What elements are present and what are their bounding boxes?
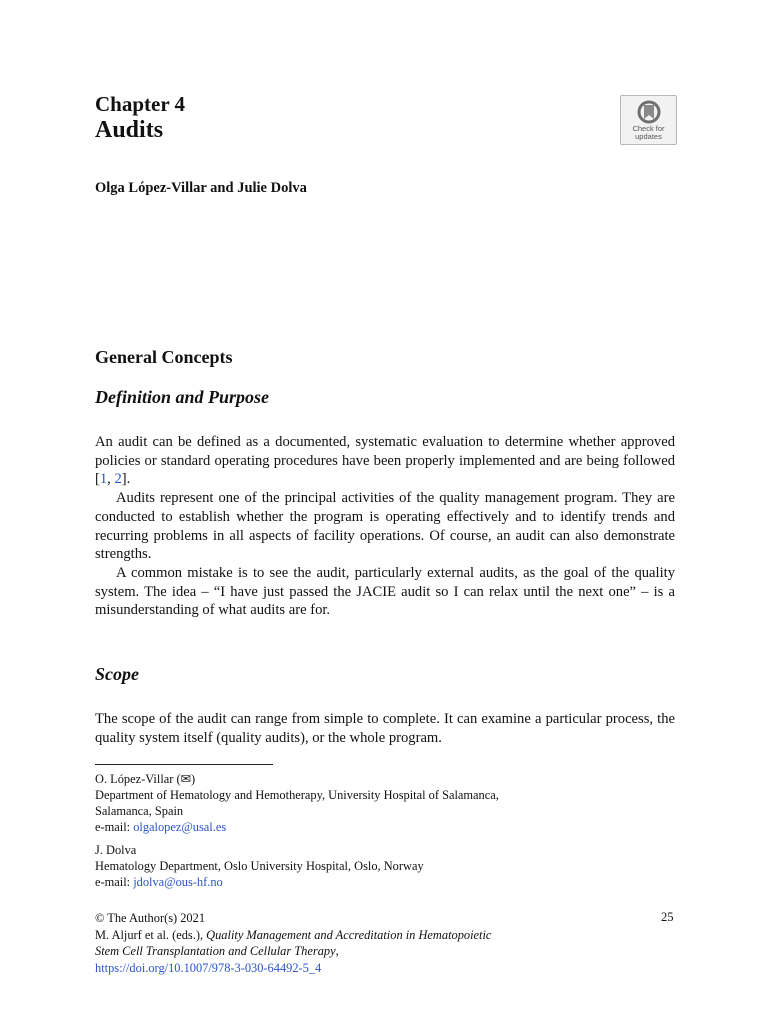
paragraph-1-text: An audit can be defined as a documented, systematic evaluation to determine whether approved policies or standard operating procedures have been properly implemented and are being followed [ [95, 434, 675, 488]
subsection-heading-scope: Scope [95, 664, 139, 684]
subsection-heading-definition: Definition and Purpose [95, 387, 270, 407]
citation-block [95, 910, 491, 976]
paragraph-2: Audits represent one of the principal activities of the quality management program. They are conducted to establish whether the program is operating effectively and to identify trends and recurring problems in all aspects of facility operations. Of course, an audit can also demonstrate strengths. [95, 490, 675, 563]
author-2-email-line [95, 874, 424, 890]
scope-body [95, 710, 675, 747]
badge-line-1: Check for [632, 124, 665, 133]
definition-body [95, 433, 675, 620]
author-2-name: J. Dolva [95, 843, 137, 857]
editors-text: M. Aljurf et al. (eds.), [95, 927, 207, 942]
chapter-title: Audits [95, 117, 164, 143]
author-1-email-label: e-mail: [95, 820, 134, 834]
author-1-name: O. López-Villar (✉) [95, 772, 196, 786]
paragraph-3: A common mistake is to see the audit, particularly external audits, as the goal of the quality system. The idea – “I have just passed the JACIE audit so I can relax until the next one” – is a misunderstanding of what audits are for. [95, 564, 675, 619]
book-title-line-2 [95, 943, 491, 960]
author-1-email-link[interactable]: olgalopez@usal.es [133, 820, 227, 834]
ref-separator: , [107, 471, 115, 488]
book-title-part-2: Stem Cell Transplantation and Cellular Therapy [95, 944, 336, 959]
check-for-updates-badge[interactable] [620, 95, 677, 145]
reference-link-2[interactable]: 2 [114, 471, 122, 488]
paragraph-4: The scope of the audit can range from simple to complete. It can examine a particular process, the quality system itself (quality audits), or the whole program. [95, 711, 675, 746]
author-2-email-link[interactable]: jdolva@ous-hf.no [133, 875, 223, 889]
footnote-divider [95, 764, 273, 765]
doi-line [95, 960, 491, 977]
author-2-email-label: e-mail: [95, 875, 134, 889]
copyright-line: © The Author(s) 2021 [95, 911, 206, 925]
author-1-city: Salamanca, Spain [95, 804, 184, 818]
author-2-department: Hematology Department, Oslo University Hospital, Oslo, Norway [95, 859, 424, 873]
paragraph-1-end: ]. [121, 471, 131, 488]
editors-line [95, 927, 491, 944]
book-title-comma: , [335, 944, 339, 959]
author-1-footnote [95, 771, 499, 835]
reference-link-1[interactable]: 1 [99, 471, 108, 488]
book-title-part-1: Quality Management and Accreditation in Hematopoietic [206, 927, 492, 942]
chapter-number: Chapter 4 [95, 92, 186, 116]
paragraph-1 [95, 433, 675, 489]
doi-link[interactable]: https://doi.org/10.1007/978-3-030-64492-5_4 [95, 960, 322, 975]
author-1-department: Department of Hematology and Hemotherapy, University Hospital of Salamanca, [95, 788, 499, 802]
page-number: 25 [661, 910, 674, 924]
bookmark-ring-icon [635, 100, 663, 124]
badge-label [621, 125, 676, 141]
author-1-email-line [95, 819, 499, 835]
badge-line-2: updates [635, 132, 662, 141]
section-heading: General Concepts [95, 347, 233, 367]
chapter-authors: Olga López-Villar and Julie Dolva [95, 180, 307, 196]
author-2-footnote [95, 842, 424, 890]
